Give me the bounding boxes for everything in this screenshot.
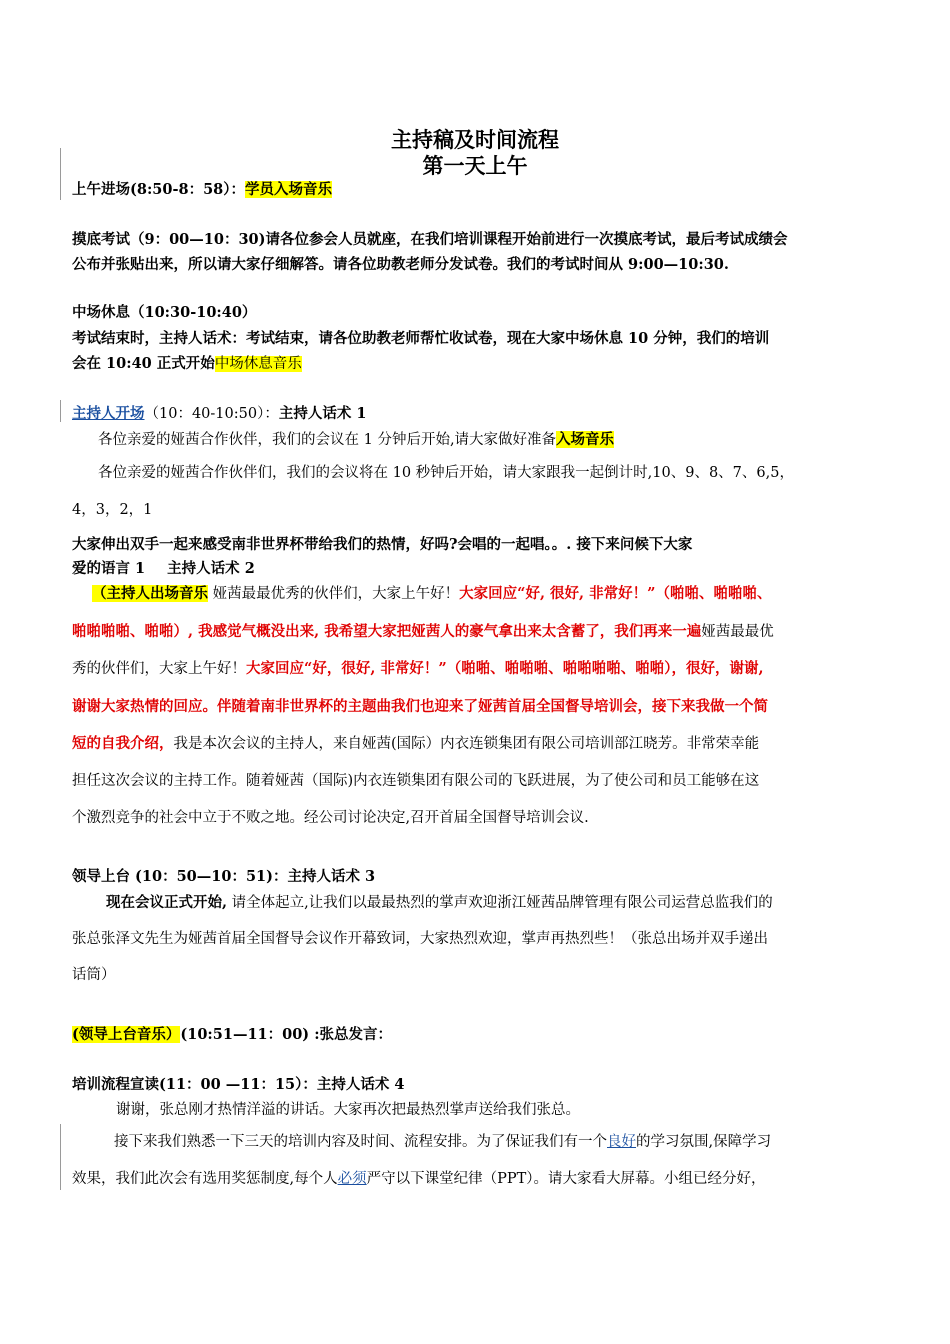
r5-text: 我是本次会议的主持人，来自娅茜(国际）内衣连锁集团有限公司培训部江晓芳。非常荣幸能 xyxy=(173,736,760,752)
opening-p2b: 4，3，2，1 xyxy=(72,502,153,518)
entry-music: 学员入场音乐 xyxy=(245,181,333,198)
flow-l3-text: 效果，我们此次会有选用奖惩制度,每个人 xyxy=(72,1171,338,1187)
r1-red: 大家回应“好, 很好, 非常好！”（啪啪、啪啪啪、 xyxy=(459,585,772,602)
leader-l1 xyxy=(106,891,773,912)
r1-text: 娅茜最最优秀的伙伴们，大家上午好！ xyxy=(208,586,460,602)
opening-p3b xyxy=(72,557,255,578)
opening-p3a: 大家伸出双手一起来感受南非世界杯带给我们的热情，好吗?会唱的一起唱。。. 接下来问候下大家 xyxy=(72,536,693,553)
flow-l3-rest: 严守以下课堂纪律（PPT）。请大家看大屏幕。小组已经分好， xyxy=(366,1171,766,1187)
leader-music: (领导上台音乐） xyxy=(72,1026,181,1043)
opening-r2 xyxy=(72,620,774,641)
flow-l2-text: 接下来我们熟悉一下三天的培训内容及时间、流程安排。为了保证我们有一个 xyxy=(114,1134,607,1150)
break-line-1: 考试结束时，主持人话术：考试结束，请各位助教老师帮忙收试卷，现在大家中场休息 10 分钟，我们的培训 xyxy=(72,330,770,347)
r5-red: 短的自我介绍， xyxy=(72,735,174,752)
good-link[interactable]: 良好 xyxy=(607,1134,636,1150)
opening-script: 主持人话术 1 xyxy=(278,405,367,422)
r3-text: 秀的伙伴们，大家上午好！ xyxy=(72,661,246,677)
host-music: （主持人出场音乐 xyxy=(92,585,208,602)
flow-l2-rest: 的学习氛围,保障学习 xyxy=(636,1134,772,1150)
exam-line-2: 公布并张贴出来，所以请大家仔细解答。请各位助教老师分发试卷。我们的考试时间从 9:00—10:30. xyxy=(72,256,729,273)
leader-l3: 话筒） xyxy=(72,967,116,983)
doc-title: 主持稿及时间流程 xyxy=(391,127,559,152)
section-entry xyxy=(72,178,332,199)
opening-p1-text: 各位亲爱的娅茜合作伙伴，我们的会议在 1 分钟后开始,请大家做好准备 xyxy=(98,432,557,448)
flow-heading: 培训流程宣读(11：00 —11：15）：主持人话术 4 xyxy=(72,1076,405,1093)
entry-label: 上午进场(8:50-8：58）： xyxy=(72,181,246,198)
opening-r3 xyxy=(72,657,764,678)
host-script-2: 主持人话术 2 xyxy=(167,560,255,577)
break-line-2 xyxy=(72,352,302,373)
flow-l3 xyxy=(72,1167,766,1188)
opening-link[interactable]: 主持人开场 xyxy=(72,405,145,422)
leader-speech-time: (10:51—11：00) :张总发言： xyxy=(180,1026,393,1043)
margin-bar xyxy=(60,1124,61,1190)
leader-l1-bold: 现在会议正式开始, xyxy=(106,894,228,911)
doc-subtitle: 第一天上午 xyxy=(422,153,528,178)
leader-heading: 领导上台 (10：50—10：51)：主持人话术 3 xyxy=(72,868,376,885)
break-heading: 中场休息（10:30-10:40） xyxy=(72,304,257,321)
must-link[interactable]: 必须 xyxy=(337,1171,367,1187)
opening-heading xyxy=(72,402,366,423)
opening-r6: 担任这次会议的主持工作。随着娅茜（国际)内衣连锁集团有限公司的飞跃进展，为了使公司和员工能够在这 xyxy=(72,773,760,789)
exam-line-1: 摸底考试（9：00—10：30)请各位参会人员就座，在我们培训课程开始前进行一次摸底考试，最后考试成绩会 xyxy=(72,231,788,248)
r2-red: 啪啪啪啪、啪啪）, 我感觉气概没出来, 我希望大家把娅茜人的豪气拿出来太含蓄了，我们再来一遍 xyxy=(72,623,702,640)
flow-l1: 谢谢，张总刚才热情洋溢的讲话。大家再次把最热烈掌声送给我们张总。 xyxy=(116,1102,580,1118)
break-line-2-text: 会在 10:40 正式开始 xyxy=(72,355,215,372)
break-music: 中场休息音乐 xyxy=(214,356,302,372)
opening-time: （10：40-10:50）： xyxy=(144,406,279,422)
opening-p1 xyxy=(98,428,614,449)
opening-r4: 谢谢大家热情的回应。伴随着南非世界杯的主题曲我们也迎来了娅茜首届全国督导培训会，接下来我做一个简 xyxy=(72,698,768,715)
opening-p2a: 各位亲爱的娅茜合作伙伴们，我们的会议将在 10 秒钟后开始，请大家跟我一起倒计时,10、9、8、7、6,5， xyxy=(98,465,794,481)
leader-l1-text: 请全体起立,让我们以最最热烈的掌声欢迎浙江娅茜品牌管理有限公司运营总监我们的 xyxy=(227,895,773,911)
leader-l2: 张总张泽文先生为娅茜首届全国督导会议作开幕致词，大家热烈欢迎，掌声再热烈些！（张总出场并双手递出 xyxy=(72,931,768,947)
margin-bar xyxy=(60,400,61,422)
r3-red: 大家回应“好，很好, 非常好！”（啪啪、啪啪啪、啪啪啪啪、啪啪），很好，谢谢, xyxy=(246,660,764,677)
opening-p1-music: 入场音乐 xyxy=(556,431,615,448)
opening-r7: 个激烈竞争的社会中立于不败之地。经公司讨论决定,召开首届全国督导培训会议. xyxy=(72,810,589,826)
love-language: 爱的语言 1 xyxy=(72,560,146,577)
opening-r5 xyxy=(72,732,759,753)
opening-r1 xyxy=(92,582,771,603)
flow-l2 xyxy=(114,1130,771,1151)
leader-speech xyxy=(72,1023,392,1044)
r2-text: 娅茜最最优 xyxy=(701,624,774,640)
